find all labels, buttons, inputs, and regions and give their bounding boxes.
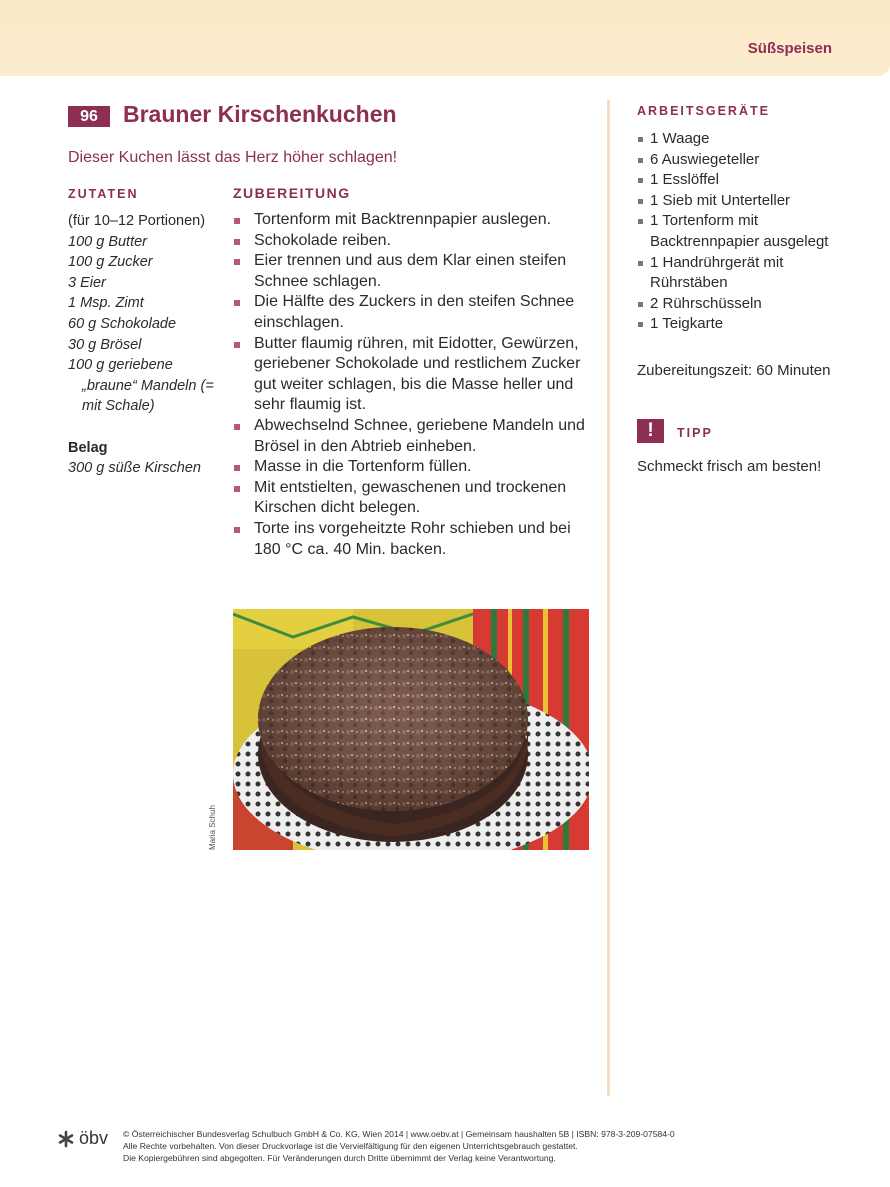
star-icon [57,1130,75,1148]
recipe-subtitle: Dieser Kuchen lässt das Herz höher schlagen! [68,149,398,166]
ingredients-list [68,211,228,479]
step-item: Butter flaumig rühren, mit Eidotter, Gewürzen, geriebener Schokolade und restlichem Zucker gut weiter schlagen, bis die Masse heller und sehr flaumig ist. [233,334,593,416]
ingredient-item: 100 g Zucker [68,254,153,271]
ingredient-item: 100 g geriebene „braune“ Mandeln (= mit Schale) [68,357,214,415]
header-band [0,0,890,76]
step-item: Die Hälfte des Zuckers in den steifen Schnee einschlagen. [233,292,593,333]
preparation-heading: ZUBEREITUNG [233,185,351,201]
ingredient-item: 60 g Schokolade [68,315,177,332]
step-item: Eier trennen und aus dem Klar einen steifen Schnee schlagen. [233,251,593,292]
photo-credit: Maria Schuh [208,805,217,850]
exclamation-icon: ! [637,419,664,443]
footer-legal [123,1128,823,1164]
publisher-logo [57,1128,108,1149]
step-item: Mit entstielten, gewaschenen und trockenen Kirschen dicht belegen. [233,478,593,519]
equipment-item: 1 Tortenform mit Backtrennpapier ausgelegt [637,211,862,252]
footer-line: Alle Rechte vorbehalten. Von dieser Druckvorlage ist die Vervielfältigung für den eigenen Unterrichtsgebrauch gestattet. [123,1141,578,1151]
ingredients-spacer [68,417,228,438]
equipment-heading: ARBEITSGERÄTE [637,104,770,118]
section-label: Süßspeisen [747,40,832,57]
equipment-item: 1 Waage [637,129,862,150]
topping-heading: Belag [68,439,108,456]
step-item: Masse in die Tortenform füllen. [233,457,593,478]
step-item: Tortenform mit Backtrennpapier auslegen. [233,210,593,231]
equipment-item: 1 Handrührgerät mit Rührstäben [637,253,862,294]
topping-item: 300 g süße Kirschen [68,460,201,477]
equipment-item: 1 Teigkarte [637,314,862,335]
equipment-item: 2 Rührschüsseln [637,294,862,315]
ingredient-item: 100 g Butter [68,233,147,250]
equipment-item: 6 Auswiegeteller [637,150,862,171]
equipment-item: 1 Sieb mit Unterteller [637,191,862,212]
column-divider [607,100,610,1096]
footer-line: © Österreichischer Bundesverlag Schulbuch GmbH & Co. KG, Wien 2014 | www.oebv.at | Gemeinsam haushalten 5B | ISBN: 978-3-209-07584-0 [123,1129,675,1139]
recipe-title: Brauner Kirschenkuchen [123,101,397,127]
equipment-list [637,129,862,335]
ingredients-heading: ZUTATEN [68,187,139,201]
tip-heading: TIPP [677,426,713,440]
step-item: Torte ins vorgeheitzte Rohr schieben und bei 180 °C ca. 40 Min. backen. [233,519,593,560]
prep-time: Zubereitungszeit: 60 Minuten [637,362,831,379]
ingredient-item: 3 Eier [68,274,106,291]
cake-photo [233,609,589,850]
ingredient-item: 30 g Brösel [68,336,142,353]
step-item: Schokolade reiben. [233,231,593,252]
preparation-steps [233,210,593,560]
ingredient-item: 1 Msp. Zimt [68,295,144,312]
step-item: Abwechselnd Schnee, geriebene Mandeln und Brösel in den Abtrieb einheben. [233,416,593,457]
cake-photo-illustration [233,609,589,850]
footer-line: Die Kopiergebühren sind abgegolten. Für Veränderungen durch Dritte übernimmt der Verlag keine Verantwortung. [123,1153,556,1163]
portions-note: (für 10–12 Portionen) [68,213,206,229]
recipe-number-badge: 96 [68,106,110,127]
tip-text: Schmeckt frisch am besten! [637,458,822,475]
publisher-logo-text: öbv [79,1128,109,1148]
equipment-item: 1 Esslöffel [637,170,862,191]
